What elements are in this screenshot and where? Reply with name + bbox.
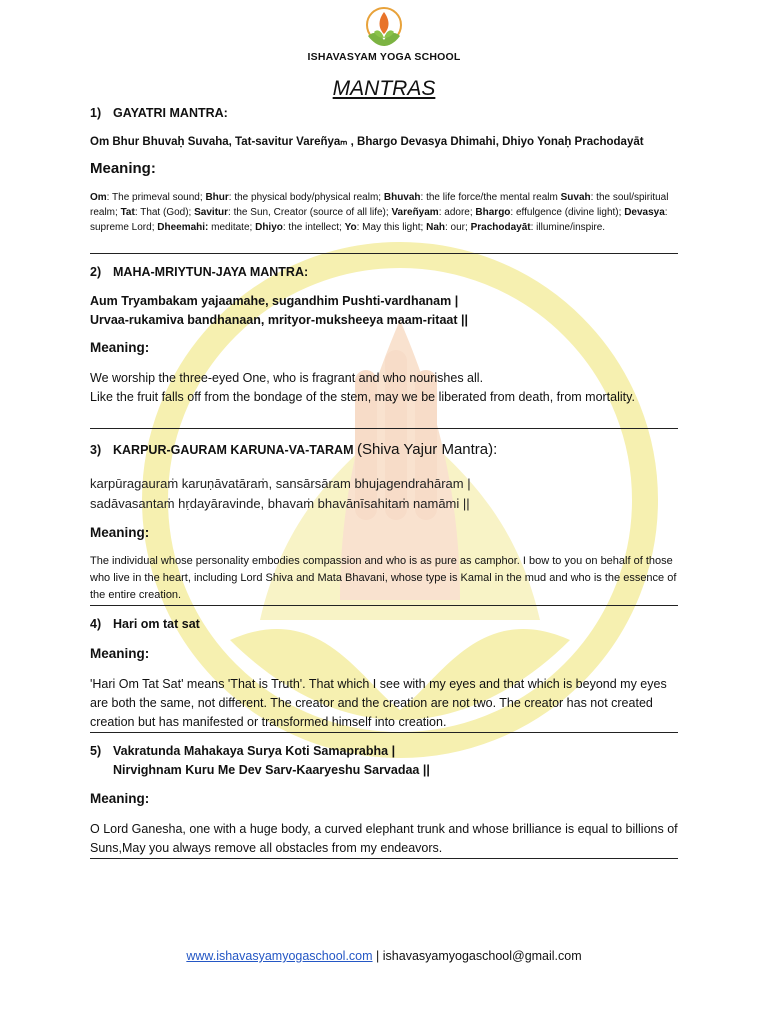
page-title: MANTRAS	[332, 77, 436, 100]
mrityunjaya-mantra-text	[90, 292, 678, 330]
email-address: ishavasyamyogaschool@gmail.com	[382, 949, 582, 963]
footer-separator: |	[376, 949, 380, 963]
meaning-label: Meaning:	[90, 160, 156, 177]
meaning-label: Meaning:	[90, 525, 150, 540]
glossary-term: Nah	[426, 222, 445, 233]
glossary-definition: : The primeval sound;	[106, 192, 206, 203]
mrityunjaya-meaning	[90, 369, 678, 407]
school-name: ISHAVASYAM YOGA SCHOOL	[307, 51, 461, 63]
divider	[90, 732, 678, 733]
meaning-label: Meaning:	[90, 340, 150, 355]
section-number: 3)	[90, 443, 102, 457]
section-3-heading	[90, 441, 678, 458]
section-title: KARPUR-GAURAM KARUNA-VA-TARAM	[113, 443, 354, 457]
glossary-term: Bhargo	[475, 207, 511, 218]
glossary-definition: : the soul/spiritual realm;	[90, 192, 669, 218]
glossary-definition: : effulgence (divine light);	[510, 207, 625, 218]
glossary-definition: : the physical body/physical realm;	[228, 192, 384, 203]
mantra-line: Nirvighnam Kuru Me Dev Sarv-Kaaryeshu Sarvadaa ||	[113, 763, 430, 777]
website-link[interactable]: www.ishavasyamyogaschool.com	[186, 949, 373, 963]
glossary-term: Om	[90, 192, 107, 203]
glossary-definition: : adore;	[438, 207, 476, 218]
divider	[90, 253, 678, 254]
gayatri-meaning	[90, 190, 678, 235]
school-logo-icon	[360, 6, 408, 50]
glossary-term: Suvah	[560, 192, 591, 203]
section-subtitle: (Shiva Yajur Mantra):	[356, 441, 498, 458]
section-title: GAYATRI MANTRA:	[113, 106, 228, 120]
glossary-definition: : supreme Lord;	[90, 207, 668, 233]
divider	[90, 858, 678, 859]
mantra-line: karpūragauraṁ karuṇāvatāraṁ, sansārsāram bhujagendrahāram |	[90, 476, 471, 491]
glossary-term: Vareñyam	[391, 207, 439, 218]
glossary-term: Dheemahi:	[157, 222, 209, 233]
glossary-definition: : our;	[445, 222, 471, 233]
meaning-label: Meaning:	[90, 646, 150, 661]
section-number: 1)	[90, 106, 102, 120]
ganesha-meaning: O Lord Ganesha, one with a huge body, a curved elephant trunk and whose brilliance is equal to billions of Suns,May you always remove all obstacles from my endeavors.	[90, 822, 678, 855]
glossary-term: Savitur	[194, 207, 229, 218]
section-4-heading	[90, 617, 678, 631]
section-2-heading	[90, 265, 678, 279]
glossary-definition: : illumine/inspire.	[530, 222, 606, 233]
mantra-line: Urvaa-rukamiva bandhanaan, mrityor-muksheeya maam-ritaat ||	[90, 313, 468, 327]
glossary-definition: : the life force/the mental realm	[420, 192, 561, 203]
section-number: 2)	[90, 265, 102, 279]
section-title: Hari om tat sat	[113, 617, 200, 631]
mantra-line: sadāvasantaṁ hṛdayāravinde, bhavaṁ bhavānīsahitaṁ namāmi ||	[90, 496, 470, 511]
glossary-term: Yo	[344, 222, 357, 233]
mantra-line: Vakratunda Mahakaya Surya Koti Samaprabha |	[113, 744, 396, 758]
glossary-term: Prachodayāt	[470, 222, 531, 233]
section-5-heading	[90, 742, 678, 780]
glossary-definition: : May this light;	[356, 222, 427, 233]
divider	[90, 428, 678, 429]
mantra-line: Aum Tryambakam yajaamahe, sugandhim Pushti-vardhanam |	[90, 294, 459, 308]
glossary-term: Devasya	[624, 207, 665, 218]
divider	[90, 605, 678, 606]
glossary-term: Dhiyo	[255, 222, 283, 233]
meaning-line: We worship the three-eyed One, who is fragrant and who nourishes all.	[90, 371, 484, 385]
glossary-term: Bhur	[205, 192, 229, 203]
glossary-term: Tat	[120, 207, 135, 218]
glossary-definition: : That (God);	[134, 207, 195, 218]
shiva-mantra-text	[90, 474, 678, 514]
footer	[0, 949, 768, 963]
meaning-label: Meaning:	[90, 791, 150, 806]
glossary-definition: meditate;	[208, 222, 256, 233]
section-number: 5)	[90, 744, 102, 758]
shiva-meaning: The individual whose personality embodies compassion and who is as pure as camphor. I bow to you on behalf of those who live in the heart, including Lord Shiva and Mata Bhavani, whose type is Kamal in the mud and who is the essence of the entire creation.	[90, 555, 677, 601]
glossary-definition: : the Sun, Creator (source of all life);	[228, 207, 392, 218]
glossary-definition: : the intellect;	[282, 222, 345, 233]
section-title: MAHA-MRIYTUN-JAYA MANTRA:	[113, 265, 309, 279]
section-number: 4)	[90, 617, 102, 631]
glossary-term: Bhuvah	[383, 192, 421, 203]
hari-om-meaning: 'Hari Om Tat Sat' means 'That is Truth'. That which I see with my eyes and that which is beyond my eyes are both the same, not different. The creator and the creation are not two. The creator has not created creation but has manifested or transformed himself into creation.	[90, 677, 667, 729]
gayatri-mantra-text: Om Bhur Bhuvaḥ Suvaha, Tat-savitur Vareñyaₘ , Bhargo Devasya Dhimahi, Dhiyo Yonaḥ Prachodayāt	[90, 136, 644, 148]
meaning-line: Like the fruit falls off from the bondage of the stem, may we be liberated from death, from mortality.	[90, 390, 635, 404]
section-1-heading	[90, 106, 678, 120]
